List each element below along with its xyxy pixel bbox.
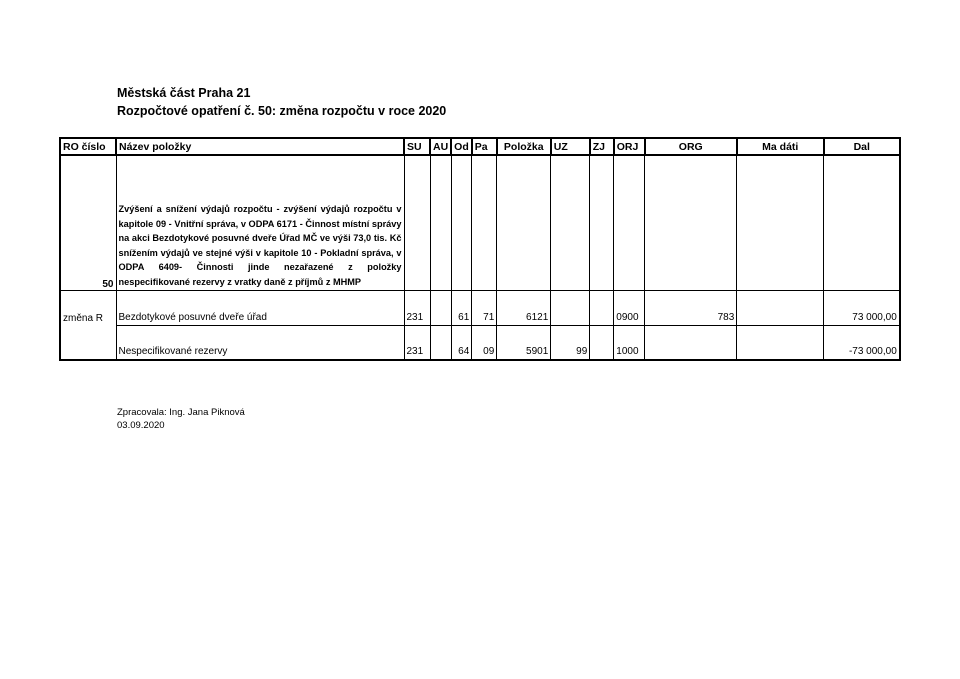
table-row bbox=[60, 291, 900, 326]
document-subtitle: Rozpočtové opatření č. 50: změna rozpočtu v roce 2020 bbox=[117, 104, 447, 118]
col-header-pa: Pa bbox=[472, 138, 497, 155]
col-header-od: Od bbox=[451, 138, 472, 155]
cell-uz: 99 bbox=[551, 326, 590, 361]
cell-od: 64 bbox=[451, 326, 472, 361]
col-header-ma-dati: Ma dáti bbox=[737, 138, 824, 155]
prepared-date: 03.09.2020 bbox=[117, 420, 165, 431]
col-header-ro: RO číslo bbox=[60, 138, 116, 155]
col-header-au: AU bbox=[430, 138, 451, 155]
cell-uz bbox=[551, 291, 590, 326]
ro-number-cell: 50 bbox=[60, 155, 116, 291]
table-header-row bbox=[60, 138, 900, 155]
col-header-su: SU bbox=[404, 138, 430, 155]
description-cell bbox=[116, 155, 404, 291]
col-header-polozka: Položka bbox=[497, 138, 551, 155]
col-header-nazev: Název položky bbox=[116, 138, 404, 155]
cell-orj: 0900 bbox=[614, 291, 645, 326]
cell-nazev: Bezdotykové posuvné dveře úřad bbox=[116, 291, 404, 326]
cell-org bbox=[645, 326, 737, 361]
table-row-description bbox=[60, 155, 900, 291]
cell-ma-dati bbox=[737, 291, 824, 326]
cell-polozka: 6121 bbox=[497, 291, 551, 326]
cell-ma-dati bbox=[737, 326, 824, 361]
cell-ro: změna R bbox=[60, 291, 116, 326]
cell-pa: 71 bbox=[472, 291, 497, 326]
prepared-by: Zpracovala: Ing. Jana Piknová bbox=[117, 407, 245, 418]
col-header-org: ORG bbox=[645, 138, 737, 155]
col-header-zj: ZJ bbox=[590, 138, 614, 155]
cell-orj: 1000 bbox=[614, 326, 645, 361]
cell-su: 231 bbox=[404, 291, 430, 326]
cell-su: 231 bbox=[404, 326, 430, 361]
cell-zj bbox=[590, 326, 614, 361]
cell-org: 783 bbox=[645, 291, 737, 326]
cell-od: 61 bbox=[451, 291, 472, 326]
cell-pa: 09 bbox=[472, 326, 497, 361]
cell-dal: -73 000,00 bbox=[824, 326, 900, 361]
cell-au bbox=[430, 326, 451, 361]
cell-dal: 73 000,00 bbox=[824, 291, 900, 326]
budget-table bbox=[59, 137, 901, 361]
document-title: Městská část Praha 21 bbox=[117, 86, 251, 100]
document-header bbox=[117, 84, 446, 120]
document-footer bbox=[117, 406, 245, 432]
cell-polozka: 5901 bbox=[497, 326, 551, 361]
col-header-dal: Dal bbox=[824, 138, 900, 155]
table-row bbox=[60, 326, 900, 361]
cell-nazev: Nespecifikované rezervy bbox=[116, 326, 404, 361]
cell-zj bbox=[590, 291, 614, 326]
col-header-orj: ORJ bbox=[614, 138, 645, 155]
cell-au bbox=[430, 291, 451, 326]
col-header-uz: UZ bbox=[551, 138, 590, 155]
description-text: Zvýšení a snížení výdajů rozpočtu - zvýšení výdajů rozpočtu v kapitole 09 - Vnitřní správa, v ODPA 6171 - Činnost místní správy na akci Bezdotykové posuvné dveře Úřad MČ ve výši 73,0 tis. Kč snížením výdajů ve stejné výši v kapitole 10 - Pokladní správa, v ODPA 6409- Činnosti jinde nezařazené z položky nespecifikované rezervy z vratky daně z příjmů z MHMP bbox=[118, 204, 402, 287]
cell-ro bbox=[60, 326, 116, 361]
